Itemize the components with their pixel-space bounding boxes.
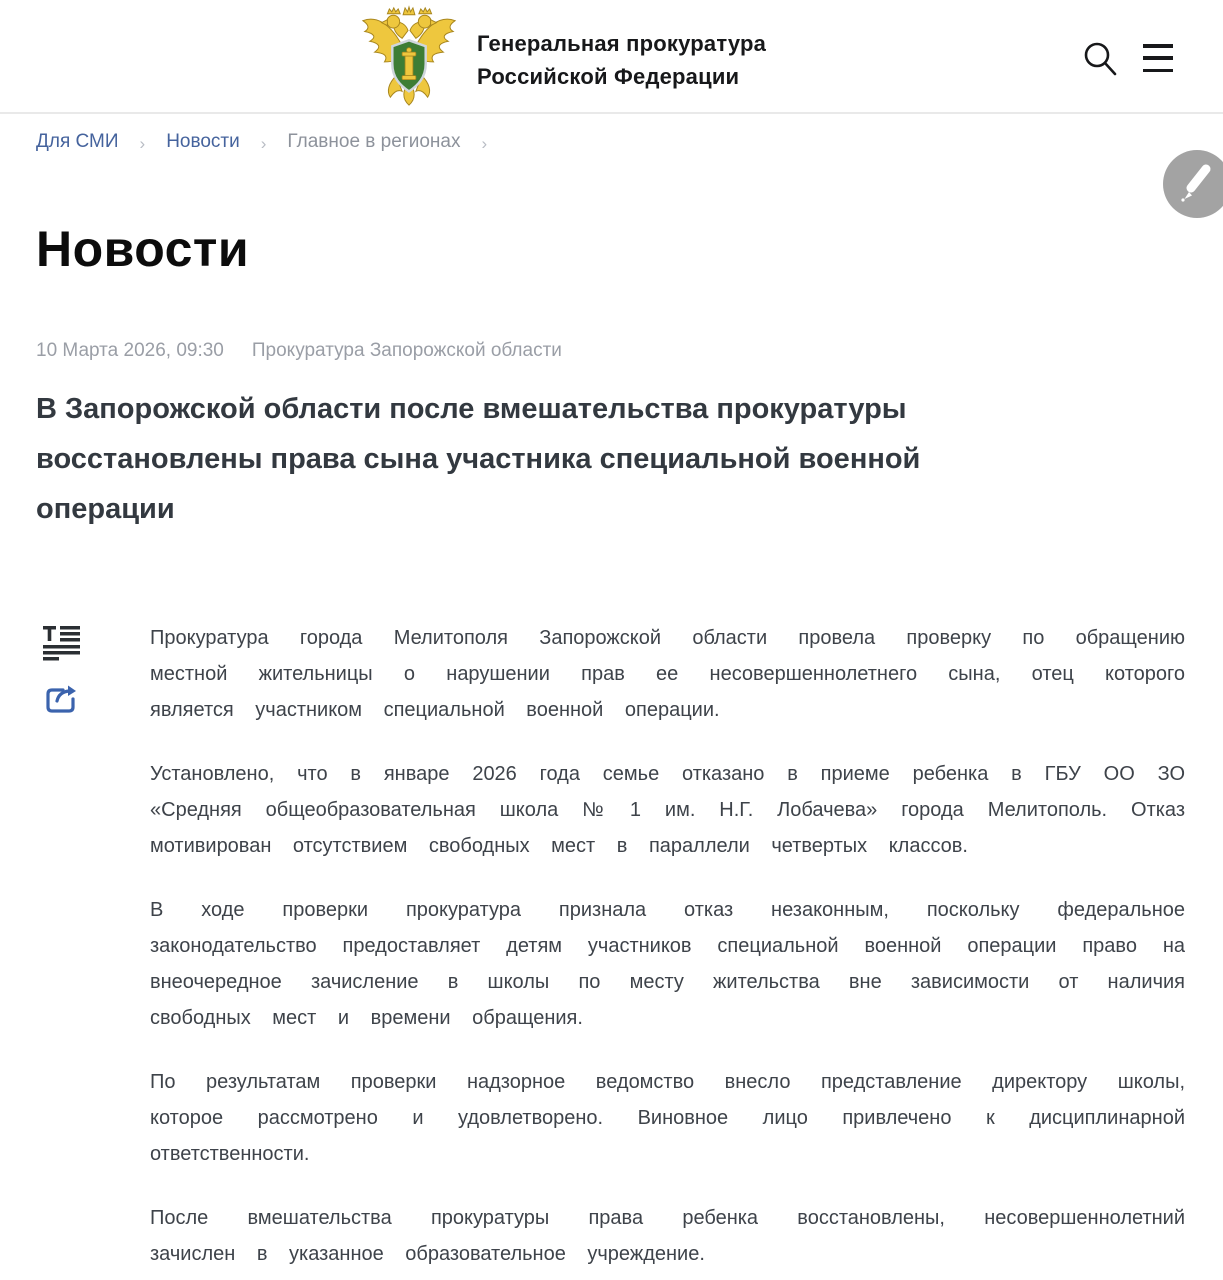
pencil-icon	[1163, 206, 1223, 221]
org-title-line2: Российской Федерации	[477, 63, 740, 89]
article-paragraph: Установлено, что в январе 2026 года семье отказано в приеме ребенка в ГБУ ОО ЗО «Средняя общеобразовательная школа № 1 им. Н.Г. Лобачева» города Мелитополь. Отказ мотивирован отсутствием свободных мест в параллели четвертых классов.	[150, 763, 1185, 857]
edit-fab-button[interactable]	[1163, 150, 1223, 218]
org-title	[477, 27, 766, 93]
coat-of-arms-icon	[355, 4, 463, 115]
chevron-right-icon: ›	[139, 133, 146, 153]
site-logo[interactable]	[355, 4, 766, 115]
page-title: Новости	[36, 221, 250, 277]
menu-button[interactable]	[1143, 44, 1175, 72]
article-meta	[36, 340, 562, 362]
hamburger-menu-icon	[1143, 69, 1173, 73]
article-source: Прокуратура Запорожской области	[251, 340, 562, 361]
hamburger-menu-icon	[1143, 56, 1173, 60]
share-icon	[43, 704, 79, 719]
text-size-icon	[43, 650, 80, 665]
site-header	[0, 0, 1223, 114]
chevron-right-icon: ›	[260, 133, 267, 153]
breadcrumb-current-regions: Главное в регионах	[287, 131, 461, 152]
article-paragraph: Прокуратура города Мелитополя Запорожской области провела проверку по обращению местной жительницы о нарушении прав ее несовершеннолетнего сына, отец которого является участником специальной военной операции.	[150, 627, 1185, 721]
article-headline: В Запорожской области после вмешательства прокуратуры восстановлены права сына участника специальной военной операции	[36, 393, 921, 525]
article-paragraph: После вмешательства прокуратуры права ребенка восстановлены, несовершеннолетний зачислен в указанное образовательное учреждение.	[150, 1207, 1185, 1265]
hamburger-menu-icon	[1143, 44, 1173, 48]
share-button[interactable]	[42, 681, 80, 719]
chevron-right-icon: ›	[481, 133, 488, 153]
org-title-line1: Генеральная прокуратура	[477, 30, 767, 56]
article-date: 10 Марта 2026, 09:30	[36, 340, 224, 361]
article-body	[150, 620, 1185, 1280]
text-size-button[interactable]	[42, 626, 80, 664]
breadcrumb-link-for-smi[interactable]: Для СМИ	[36, 131, 119, 152]
breadcrumb-link-news[interactable]: Новости	[166, 131, 240, 152]
search-icon	[1082, 66, 1118, 81]
article-paragraph: По результатам проверки надзорное ведомство внесло представление директору школы, которое рассмотрено и удовлетворено. Виновное лицо привлечено к дисциплинарной ответственности.	[150, 1071, 1185, 1165]
article-paragraph: В ходе проверки прокуратура признала отказ незаконным, поскольку федеральное законодательство предоставляет детям участников специальной военной операции право на внеочередное зачисление в школы по месту жительства вне зависимости от наличия свободных мест и времени обращения.	[150, 899, 1185, 1029]
breadcrumb	[36, 131, 487, 153]
article-tools	[42, 626, 80, 719]
search-button[interactable]	[1082, 40, 1118, 78]
